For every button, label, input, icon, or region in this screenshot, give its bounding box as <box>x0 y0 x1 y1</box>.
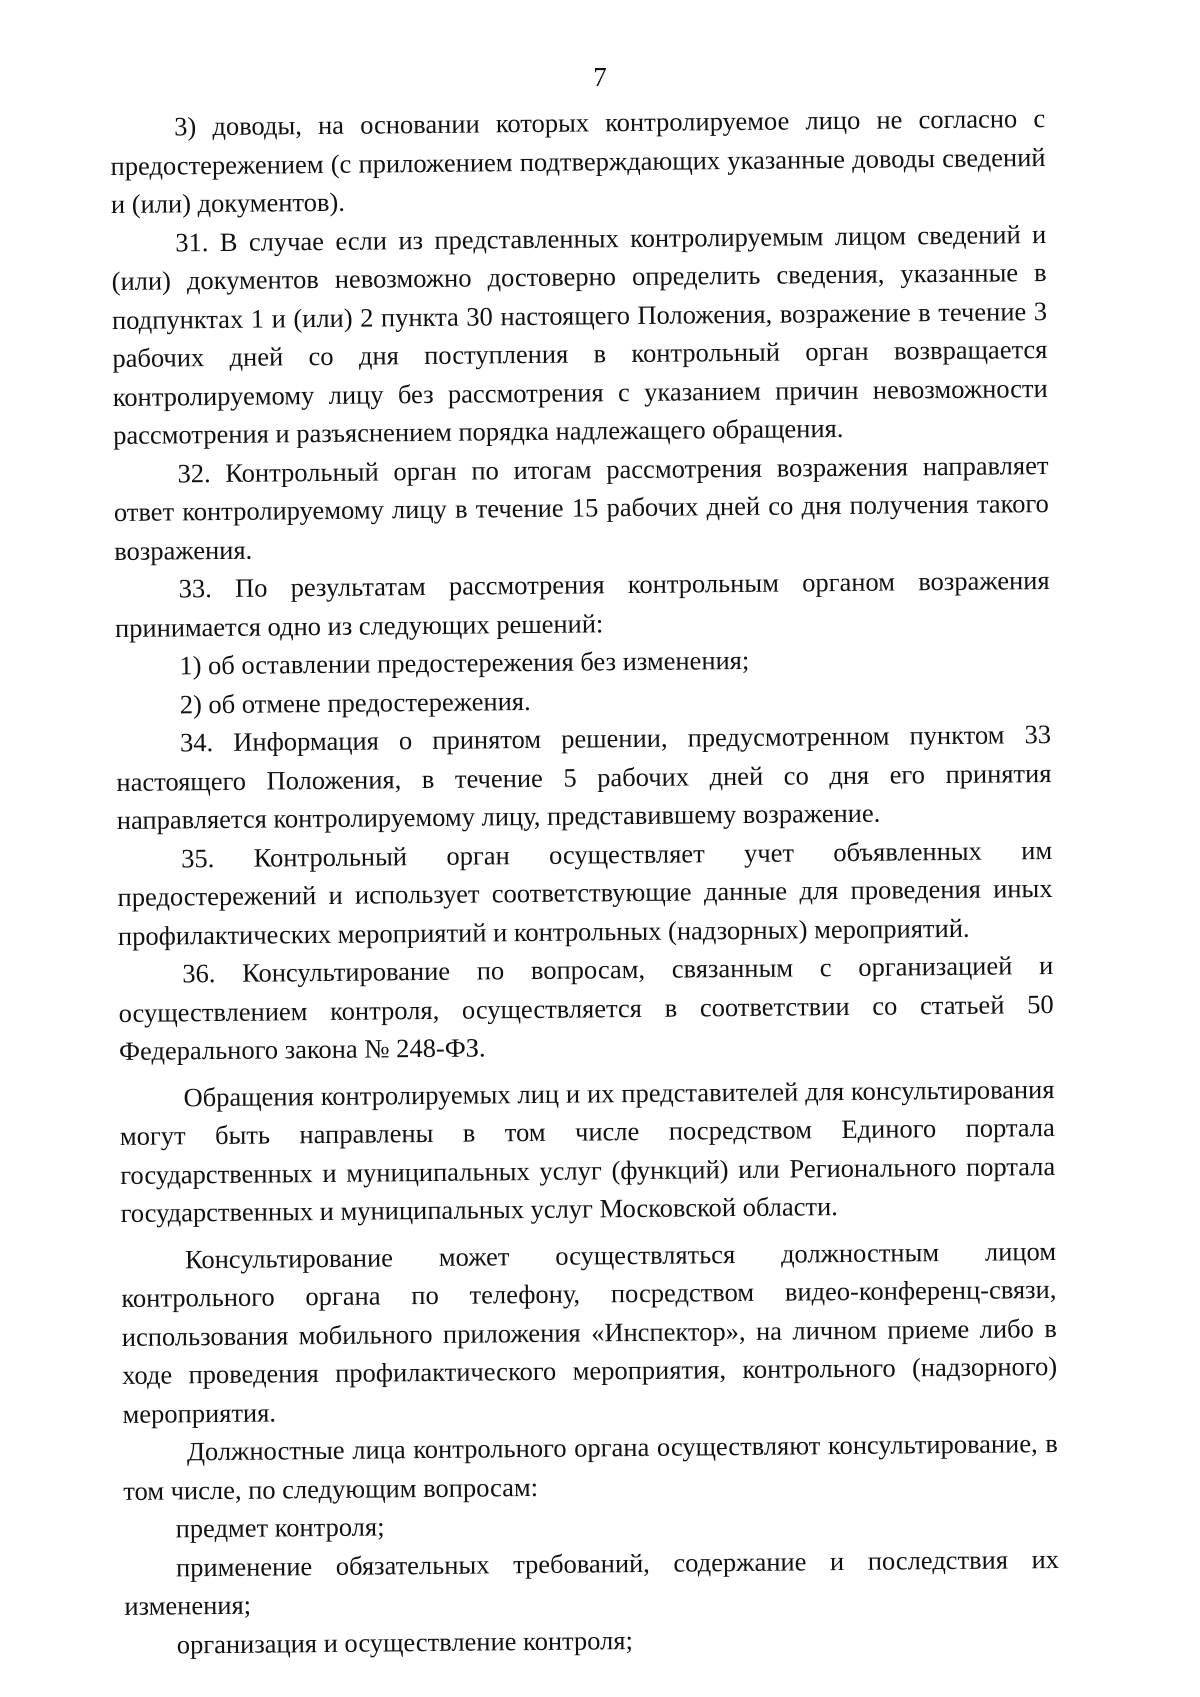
paragraph-objection-reasons: 3) доводы, на основании которых контролируемое лицо не согласно с предостережением (с приложением подтверждающих указанные доводы сведений и (или) документов). <box>110 103 1046 219</box>
page-number: 7 <box>593 62 607 92</box>
paragraph-33: 33. По результатам рассмотрения контрольным органом возражения принимается одно из следующих решений: <box>114 565 1050 643</box>
paragraph-34: 34. Информация о принятом решении, предусмотренном пунктом 33 настоящего Положения, в течение 5 рабочих дней со дня его принятия направляется контролируемому лицу, представившему возражение. <box>116 718 1052 835</box>
paragraph-32: 32. Контрольный орган по итогам рассмотрения возражения направляет ответ контролируемому лицу в течение 15 рабочих дней со дня получения такого возражения. <box>113 449 1049 566</box>
list-item: применение обязательных требований, содержание и последствия их изменения; <box>124 1543 1060 1621</box>
paragraph-33-option-2: 2) об отмене предостережения. <box>179 685 531 719</box>
paragraph-consultation-methods: Консультирование может осуществляться должностным лицом контрольного органа по телефону, посредством видео-конференц-связи, использования мобильного приложения «Инспектор», на личном приеме либо в ходе проведения профилактического мероприятия, контрольного (надзорного) мероприятия. <box>121 1235 1058 1429</box>
paragraph-33-option-1: 1) об оставлении предостережения без изменения; <box>179 644 750 681</box>
list-item: предмет контроля; <box>175 1511 385 1544</box>
paragraph-36: 36. Консультирование по вопросам, связанным с организацией и осуществлением контроля, осуществляется в соответствии со статьей 50 Федерального закона № 248-ФЗ. <box>118 949 1054 1066</box>
document-body <box>110 99 1060 1664</box>
paragraph-consultation-topics: Должностные лица контрольного органа осуществляют консультирование, в том числе, по следующим вопросам: <box>123 1427 1059 1506</box>
list-item: организация и осуществление контроля; <box>176 1624 634 1659</box>
paragraph-31: 31. В случае если из представленных контролируемым лицом сведений и (или) документов невозможно достоверно определить сведения, указанные в подпунктах 1 и (или) 2 пункта 30 настоящего Положения, возражение в течение 3 рабочих дней со дня поступления в контрольный орган возвращается контролируемому лицу без рассмотрения с указанием причин невозможности рассмотрения и разъяснением порядка надлежащего обращения. <box>111 218 1048 450</box>
paragraph-consultation-requests: Обращения контролируемых лиц и их представителей для консультирования могут быть направлены в том числе посредством Единого портала государственных и муниципальных услуг (функций) или Регионального портала государственных и муниципальных услуг Московской области. <box>119 1073 1056 1228</box>
paragraph-35: 35. Контрольный орган осуществляет учет объявленных им предостережений и использует соответствующие данные для проведения иных профилактических мероприятий и контрольных (надзорных) мероприятий. <box>117 834 1053 951</box>
